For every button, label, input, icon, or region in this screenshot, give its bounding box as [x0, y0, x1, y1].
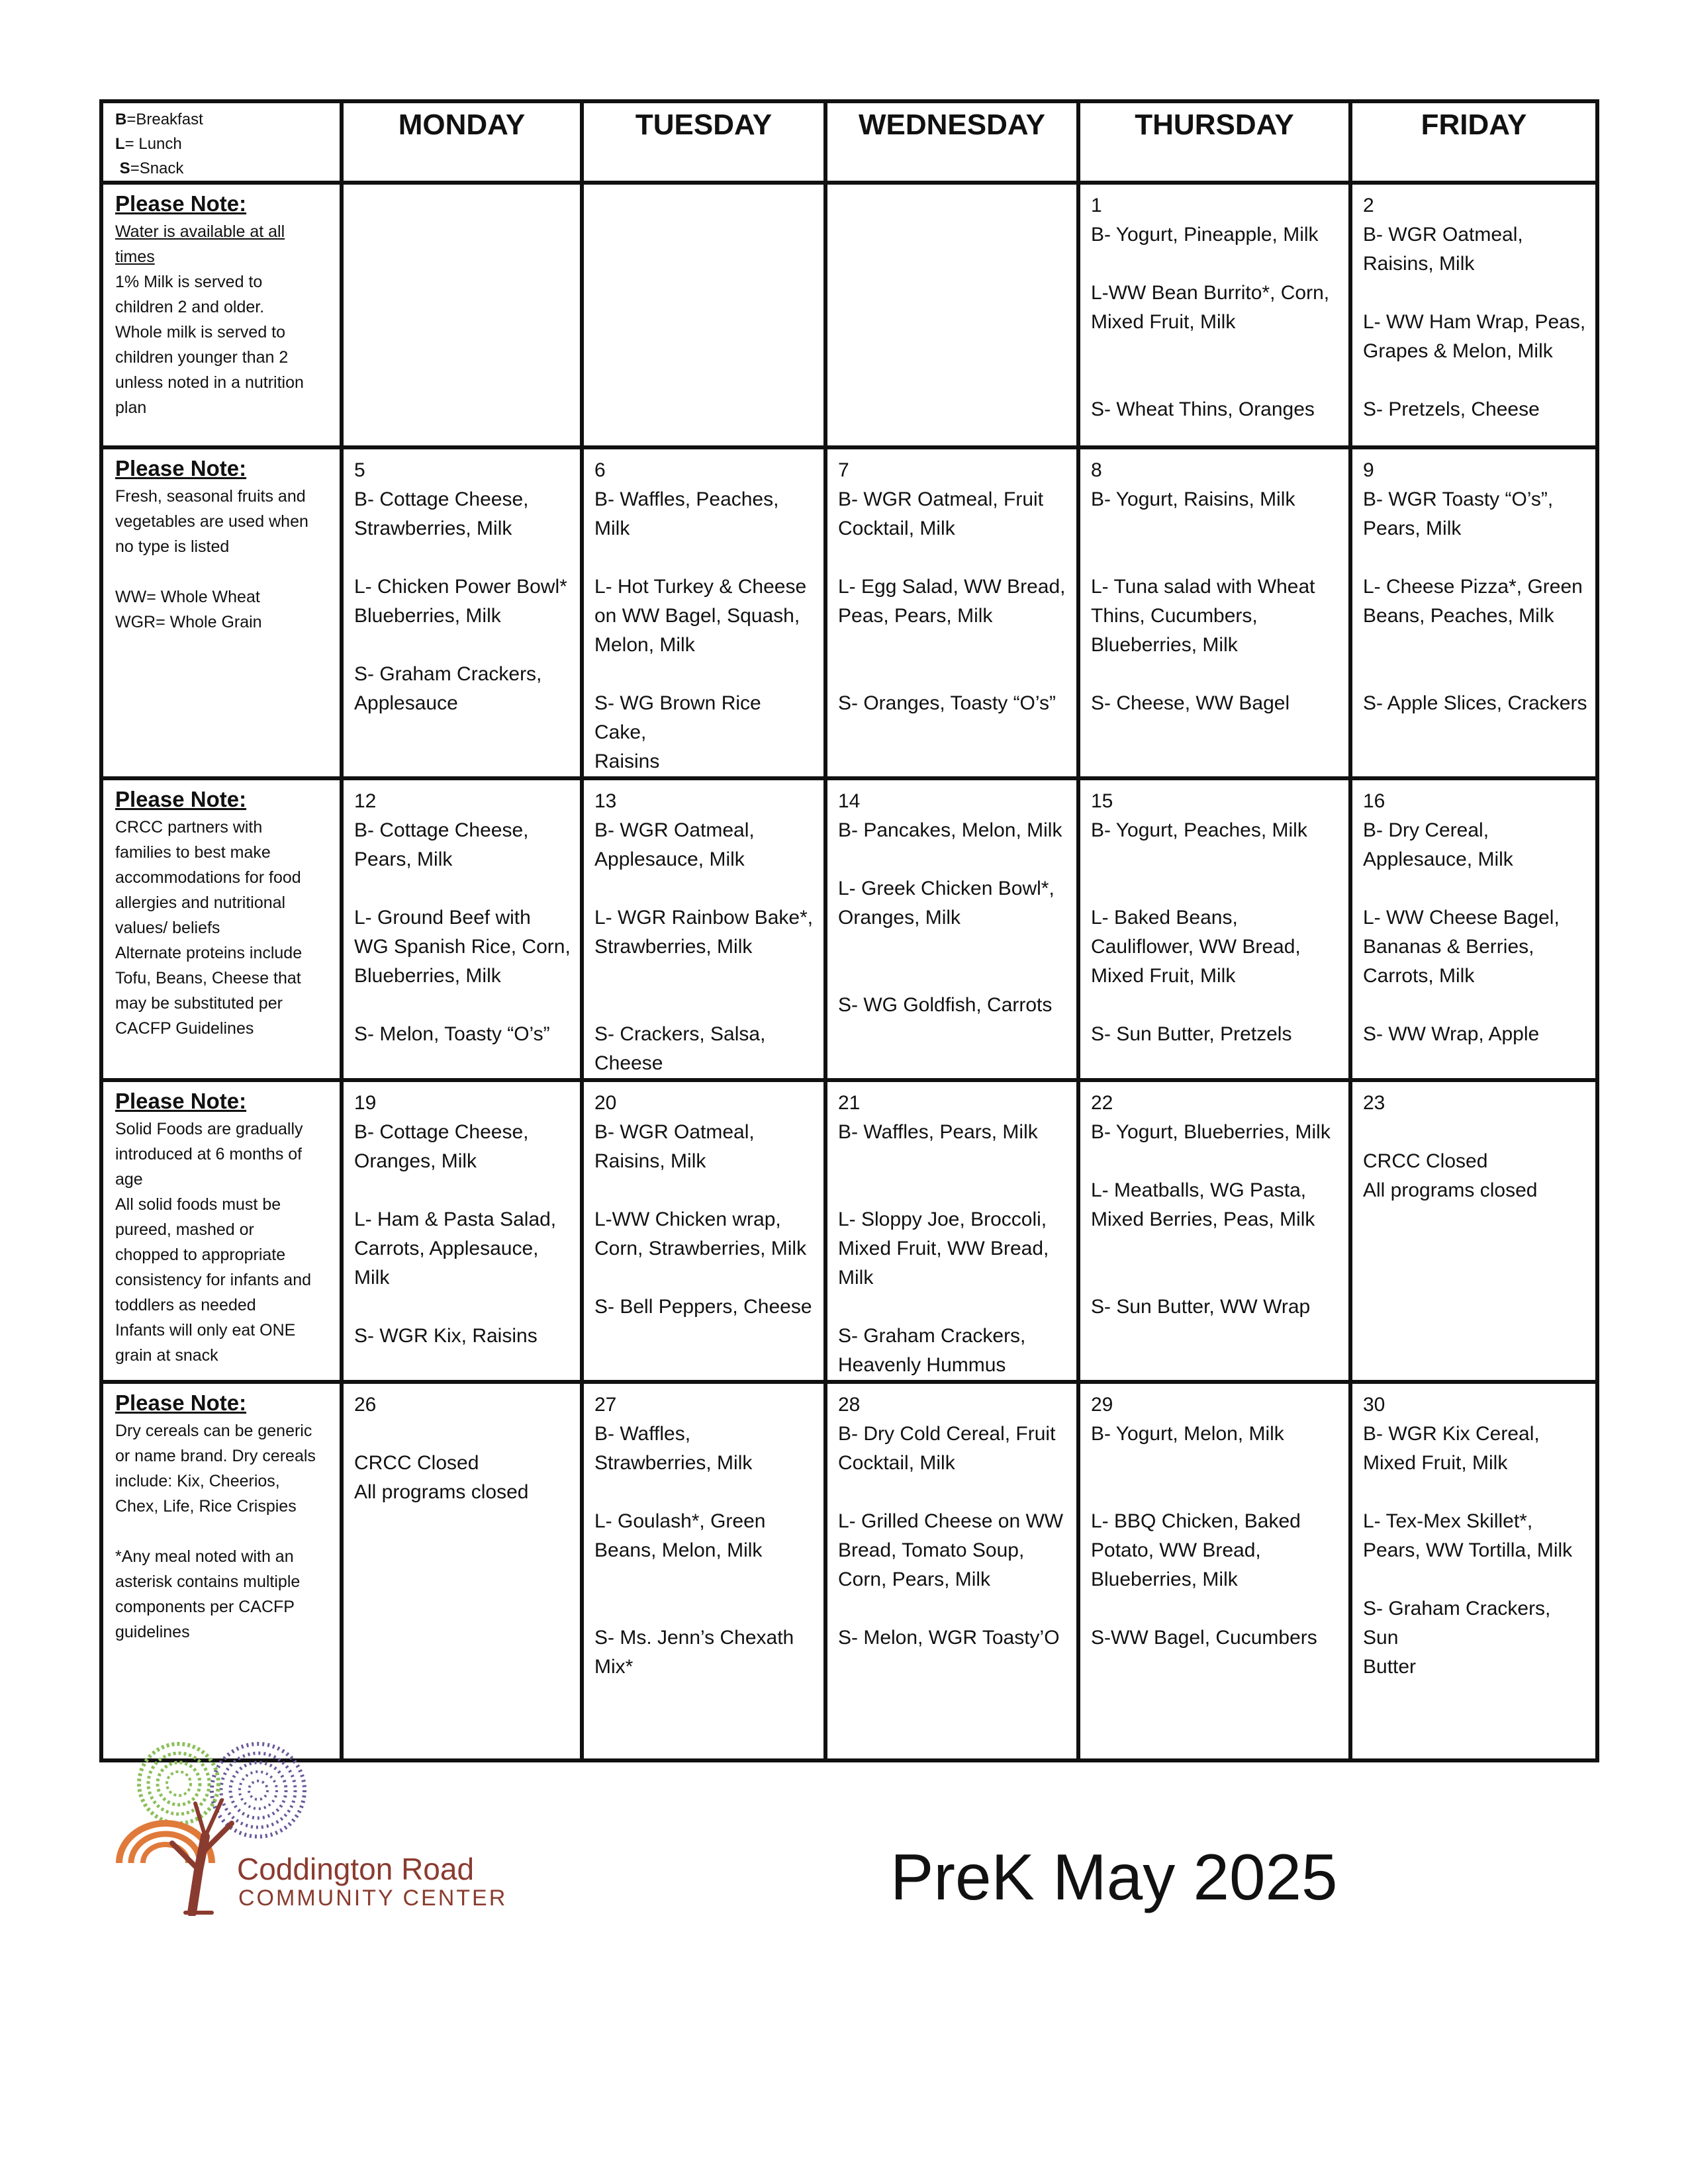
day-menu: B- Waffles, Peaches, Milk L- Hot Turkey & Cheese on WW Bagel, Squash, Melon, Milk S- WG Brown Rice Cake, Raisins	[594, 488, 807, 772]
week-row	[101, 183, 1597, 447]
day-menu: B- Cottage Cheese, Strawberries, Milk L- Chicken Power Bowl* Blueberries, Milk S- Graham Crackers, Applesauce	[354, 488, 567, 714]
day-cell	[342, 183, 582, 447]
day-number: 16	[1363, 790, 1385, 812]
week-row	[101, 1382, 1597, 1760]
day-menu: B- Dry Cold Cereal, Fruit Cocktail, Milk L- Grilled Cheese on WW Bread, Tomato Soup, Corn, Pears, Milk S- Melon, WGR Toasty’O	[838, 1423, 1064, 1649]
note-title: Please Note:	[115, 456, 247, 480]
note-text: Solid Foods are gradually introduced at 6 months of age All solid foods must be pureed, mashed or chopped to appropriate consistency for infants and toddlers as needed Infants will only eat ONE grain at snack	[115, 1120, 311, 1365]
day-menu: B- WGR Oatmeal, Raisins, Milk L- WW Ham Wrap, Peas, Grapes & Melon, Milk S- Pretzels, Cheese	[1363, 224, 1586, 420]
legend-l: L	[115, 135, 125, 153]
day-cell	[825, 447, 1078, 778]
day-cell	[1078, 1080, 1350, 1382]
legend-s: S	[119, 159, 130, 177]
note-title: Please Note:	[115, 191, 247, 216]
day-cell	[1078, 1382, 1350, 1760]
week-row	[101, 778, 1597, 1080]
day-cell	[342, 1382, 582, 1760]
day-menu: CRCC Closed All programs closed	[1363, 1150, 1538, 1201]
day-menu: B- Yogurt, Melon, Milk L- BBQ Chicken, Baked Potato, WW Bread, Blueberries, Milk S-WW Bagel, Cucumbers	[1091, 1423, 1317, 1649]
page-title: PreK May 2025	[890, 1841, 1338, 1913]
day-number: 29	[1091, 1394, 1113, 1416]
note-cell	[101, 1382, 342, 1760]
day-cell	[1078, 778, 1350, 1080]
day-cell	[1350, 183, 1597, 447]
day-number: 26	[354, 1394, 377, 1416]
day-number: 12	[354, 790, 377, 812]
day-number: 8	[1091, 459, 1102, 481]
day-header-thursday: THURSDAY	[1078, 101, 1350, 183]
header-row	[101, 101, 1597, 183]
day-menu: B- WGR Kix Cereal, Mixed Fruit, Milk L- Tex-Mex Skillet*, Pears, WW Tortilla, Milk S- Graham Crackers, Sun Butter	[1363, 1423, 1573, 1678]
logo-name: Coddington Road	[237, 1852, 475, 1886]
day-header-monday: MONDAY	[342, 101, 582, 183]
day-cell	[825, 1382, 1078, 1760]
day-menu: B- Waffles, Pears, Milk L- Sloppy Joe, Broccoli, Mixed Fruit, WW Bread, Milk S- Graham Crackers, Heavenly Hummus	[838, 1121, 1049, 1376]
day-number: 14	[838, 790, 861, 812]
day-number: 27	[594, 1394, 617, 1416]
day-menu: B- Yogurt, Blueberries, Milk L- Meatballs, WG Pasta, Mixed Berries, Peas, Milk S- Sun Butter, WW Wrap	[1091, 1121, 1331, 1318]
legend-cell	[101, 101, 342, 183]
note-text: 1% Milk is served to children 2 and older. Whole milk is served to children younger than 2 unless noted in a nutrition plan	[115, 273, 304, 417]
day-menu: CRCC Closed All programs closed	[354, 1452, 529, 1503]
day-menu: B- Waffles, Strawberries, Milk L- Goulash*, Green Beans, Melon, Milk S- Ms. Jenn’s Chexath Mix*	[594, 1423, 794, 1678]
day-cell	[1350, 778, 1597, 1080]
day-header-friday: FRIDAY	[1350, 101, 1597, 183]
note-title: Please Note:	[115, 787, 247, 811]
day-number: 19	[354, 1092, 377, 1114]
legend-s-text: =Snack	[130, 159, 184, 177]
day-number: 2	[1363, 195, 1374, 216]
day-cell	[1350, 447, 1597, 778]
legend-b-text: =Breakfast	[126, 111, 203, 128]
day-menu: B- WGR Toasty “O’s”, Pears, Milk L- Cheese Pizza*, Green Beans, Peaches, Milk S- Apple Slices, Crackers	[1363, 488, 1587, 714]
day-cell	[825, 1080, 1078, 1382]
legend-b: B	[115, 111, 127, 128]
week-row	[101, 447, 1597, 778]
day-cell	[1078, 447, 1350, 778]
menu-calendar	[99, 99, 1599, 1762]
day-header-wednesday: WEDNESDAY	[825, 101, 1078, 183]
note-text: Fresh, seasonal fruits and vegetables are used when no type is listed WW= Whole Wheat WGR= Whole Grain	[115, 487, 308, 631]
day-cell	[342, 778, 582, 1080]
day-cell	[1350, 1382, 1597, 1760]
note-title: Please Note:	[115, 1390, 247, 1415]
day-cell	[582, 778, 825, 1080]
day-cell	[582, 1382, 825, 1760]
day-menu: B- WGR Oatmeal, Raisins, Milk L-WW Chicken wrap, Corn, Strawberries, Milk S- Bell Peppers, Cheese	[594, 1121, 812, 1318]
note-title: Please Note:	[115, 1089, 247, 1113]
day-number: 15	[1091, 790, 1113, 812]
day-number: 13	[594, 790, 617, 812]
day-number: 7	[838, 459, 849, 481]
community-center-logo	[106, 1737, 516, 1916]
day-cell	[342, 1080, 582, 1382]
day-menu: B- Cottage Cheese, Pears, Milk L- Ground Beef with WG Spanish Rice, Corn, Blueberries, Milk S- Melon, Toasty “O’s”	[354, 819, 571, 1045]
day-menu: B- WGR Oatmeal, Fruit Cocktail, Milk L- Egg Salad, WW Bread, Peas, Pears, Milk S- Oranges, Toasty “O’s”	[838, 488, 1066, 714]
day-cell	[582, 1080, 825, 1382]
week-row	[101, 1080, 1597, 1382]
day-menu: B- Yogurt, Raisins, Milk L- Tuna salad with Wheat Thins, Cucumbers, Blueberries, Milk S- Cheese, WW Bagel	[1091, 488, 1315, 714]
day-menu: B- Yogurt, Pineapple, Milk L-WW Bean Burrito*, Corn, Mixed Fruit, Milk S- Wheat Thins, Oranges	[1091, 224, 1330, 420]
day-number: 22	[1091, 1092, 1113, 1114]
legend-l-text: = Lunch	[124, 135, 182, 153]
day-number: 28	[838, 1394, 861, 1416]
note-text: CRCC partners with families to best make accommodations for food allergies and nutritional values/ beliefs Alternate proteins include Tofu, Beans, Cheese that may be substituted per CACFP Guidelines	[115, 818, 303, 1038]
day-menu: B- Pancakes, Melon, Milk L- Greek Chicken Bowl*, Oranges, Milk S- WG Goldfish, Carrots	[838, 819, 1062, 1016]
day-number: 21	[838, 1092, 861, 1114]
day-number: 20	[594, 1092, 617, 1114]
day-header-tuesday: TUESDAY	[582, 101, 825, 183]
day-cell	[342, 447, 582, 778]
logo-subtitle: COMMUNITY CENTER	[238, 1886, 508, 1911]
note-cell	[101, 447, 342, 778]
day-menu: B- WGR Oatmeal, Applesauce, Milk L- WGR Rainbow Bake*, Strawberries, Milk S- Crackers, Salsa, Cheese	[594, 819, 814, 1074]
day-cell	[582, 183, 825, 447]
day-menu: B- Dry Cereal, Applesauce, Milk L- WW Cheese Bagel, Bananas & Berries, Carrots, Milk S- WW Wrap, Apple	[1363, 819, 1560, 1045]
day-menu: B- Yogurt, Peaches, Milk L- Baked Beans, Cauliflower, WW Bread, Mixed Fruit, Milk S- Sun Butter, Pretzels	[1091, 819, 1307, 1045]
day-menu: B- Cottage Cheese, Oranges, Milk L- Ham & Pasta Salad, Carrots, Applesauce, Milk S- WGR Kix, Raisins	[354, 1121, 557, 1347]
note-underlined-text: Water is available at all times	[115, 222, 285, 266]
note-text: Dry cereals can be generic or name brand. Dry cereals include: Kix, Cheerios, Chex, Life, Rice Crispies *Any meal noted with an asterisk contains multiple components per CACFP guidelines	[115, 1422, 316, 1641]
day-cell	[825, 183, 1078, 447]
day-cell	[825, 778, 1078, 1080]
day-number: 9	[1363, 459, 1374, 481]
day-number: 1	[1091, 195, 1102, 216]
note-cell	[101, 778, 342, 1080]
day-number: 5	[354, 459, 365, 481]
day-number: 6	[594, 459, 606, 481]
day-cell	[1078, 183, 1350, 447]
day-number: 30	[1363, 1394, 1385, 1416]
day-cell	[582, 447, 825, 778]
note-cell	[101, 1080, 342, 1382]
day-cell	[1350, 1080, 1597, 1382]
note-cell	[101, 183, 342, 447]
day-number: 23	[1363, 1092, 1385, 1114]
